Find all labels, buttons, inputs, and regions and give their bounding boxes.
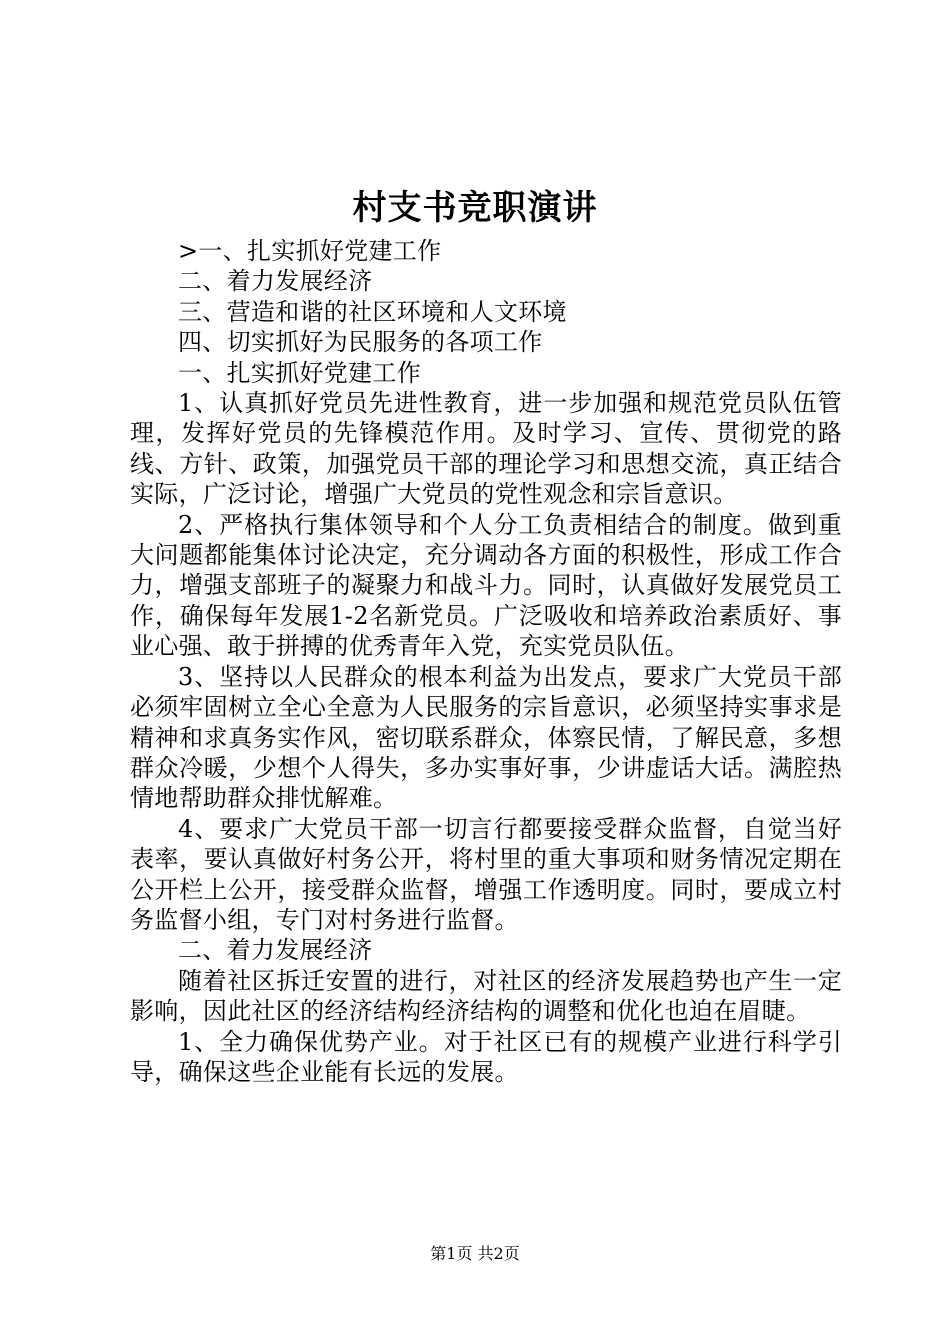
paragraph: 1、认真抓好党员先进性教育，进一步加强和规范党员队伍管理，发挥好党员的先锋模范作用。及时学习、宣传、贯彻党的路线、方针、政策，加强党员干部的理论学习和思想交流，真正结合实际，广泛讨论，增强广大党员的党性观念和宗旨意识。	[130, 389, 842, 509]
paragraph: 4、要求广大党员干部一切言行都要接受群众监督，自觉当好表率，要认真做好村务公开，将村里的重大事项和财务情况定期在公开栏上公开，接受群众监督，增强工作透明度。同时，要成立村务监督小组，专门对村务进行监督。	[130, 814, 842, 934]
document-body	[130, 236, 842, 1087]
outline-item: >一、扎实抓好党建工作	[178, 237, 442, 265]
paragraph: 3、坚持以人民群众的根本利益为出发点，要求广大党员干部必须牢固树立全心全意为人民服务的宗旨意识，必须坚持实事求是精神和求真务实作风，密切联系群众，体察民情，了解民意，多想群众冷暖，少想个人得失，多办实事好事，少讲虚话大话。满腔热情地帮助群众排忧解难。	[130, 662, 842, 813]
outline-item: 四、切实抓好为民服务的各项工作	[178, 328, 543, 357]
outline-item: 三、营造和谐的社区环境和人文环境	[178, 297, 567, 326]
paragraph: 随着社区拆迁安置的进行，对社区的经济发展趋势也产生一定影响，因此社区的经济结构经济结构的调整和优化也迫在眉睫。	[130, 966, 842, 1026]
section-heading: 二、着力发展经济	[178, 936, 373, 965]
section-heading: 一、扎实抓好党建工作	[178, 358, 421, 387]
page-indicator: 第1页 共2页	[430, 1244, 520, 1263]
paragraph: 1、全力确保优势产业。对于社区已有的规模产业进行科学引导，确保这些企业能有长远的发展。	[130, 1027, 842, 1086]
document-title: 村支书竞职演讲	[352, 188, 598, 228]
outline-item: 二、着力发展经济	[178, 267, 373, 296]
paragraph: 2、严格执行集体领导和个人分工负责相结合的制度。做到重大问题都能集体讨论决定，充分调动各方面的积极性，形成工作合力，增强支部班子的凝聚力和战斗力。同时，认真做好发展党员工作，确保每年发展1-2名新党员。广泛吸收和培养政治素质好、事业心强、敢于拼搏的优秀青年入党，充实党员队伍。	[130, 510, 842, 661]
